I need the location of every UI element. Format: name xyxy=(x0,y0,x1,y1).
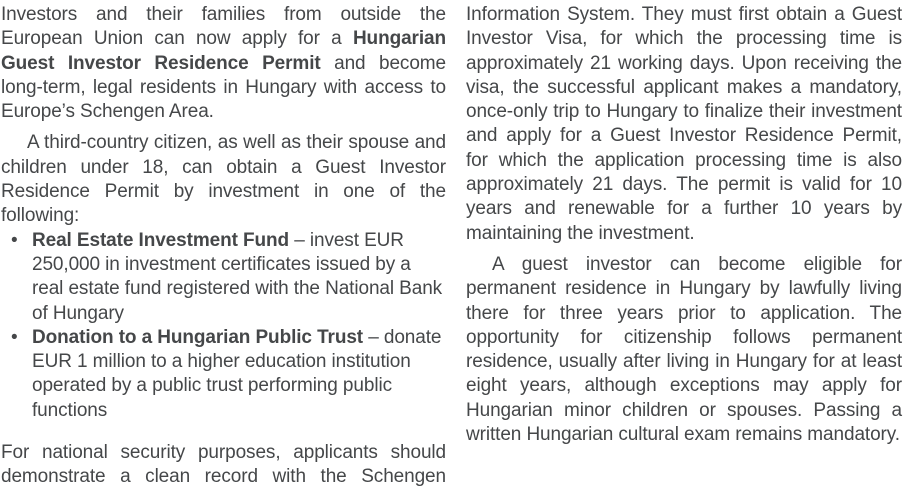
option-title-real-estate-fund: Real Estate Investment Fund xyxy=(32,229,290,251)
option-text-real-estate-fund: – invest EUR 250,000 in investment certificates issued by a real estate fund registered with the National Bank of Hungary xyxy=(32,229,443,324)
paragraph-security: For national security purposes, applicants should demonstrate a clean record with the Schengen xyxy=(1,442,446,488)
right-column xyxy=(466,3,902,503)
bullet-icon: • xyxy=(11,229,18,251)
investment-options-list xyxy=(1,229,446,423)
paragraph-intro xyxy=(1,3,446,124)
paragraph-eligibility: A third-country citizen, as well as their spouse and children under 18, can obtain a Guest Investor Residence Permit by investment in one of the following: xyxy=(1,132,446,227)
list-item-public-trust-donation xyxy=(1,326,446,423)
intro-permit-name-bold: Hungarian Guest Investor Residence Permit xyxy=(1,28,446,74)
paragraph-visa-process: Information System. They must first obtain a Guest Investor Visa, for which the processing time is approximately 21 working days. Upon receiving the visa, the successful applicant makes a mandatory, once-only trip to Hungary to finalize their investment and apply for a Guest Investor Residence Permit, for which the application processing time is also approximately 21 days. The permit is valid for 10 years and renewable for a further 10 years by maintaining the investment. xyxy=(466,4,902,244)
intro-text-pre: Investors and their families from outside the European Union can now apply for a xyxy=(1,4,446,50)
option-title-public-trust-donation: Donation to a Hungarian Public Trust xyxy=(32,326,364,348)
left-column xyxy=(1,3,446,503)
list-item-real-estate-fund xyxy=(1,229,446,326)
bullet-icon: • xyxy=(11,326,18,348)
paragraph-permanent-residence: A guest investor can become eligible for permanent residence in Hungary by lawfully living there for three years prior to application. The opportunity for citizenship follows permanent residence, usually after living in Hungary for at least eight years, although exceptions may apply for Hungarian minor children or spouses. Passing a written Hungarian cultural exam remains mandatory. xyxy=(466,253,902,446)
option-text-public-trust-donation: – donate EUR 1 million to a higher education institution operated by a public trust performing public functions xyxy=(32,326,442,421)
intro-text-post: and become long-term, legal residents in Hungary with access to Europe’s Schengen Area. xyxy=(1,52,446,123)
